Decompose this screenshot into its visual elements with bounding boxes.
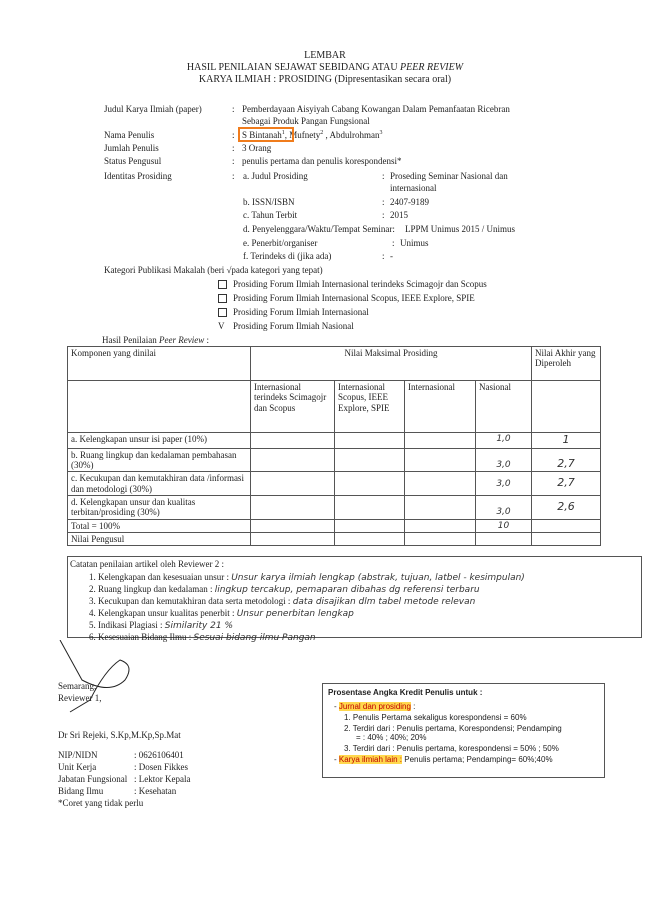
coret-note: *Coret yang tidak perlu [58, 798, 144, 808]
catatan-item-label: 1. Kelengkapan dan kesesuaian unsur : [89, 572, 229, 582]
nip-label: NIP/NIDN [58, 750, 98, 760]
judul-prosiding-value-2: internasional [390, 183, 437, 193]
lain-label-highlight: Karya ilmiah lain : [338, 755, 403, 764]
catatan-item [89, 584, 480, 595]
signature-scribble [50, 640, 150, 720]
penulis-label: Nama Penulis [104, 130, 155, 140]
penilaian-title-text: Hasil Penilaian [102, 335, 159, 345]
penyelenggara-label: d. Penyelenggara/Waktu/Tempat Seminar: [243, 224, 395, 234]
author-3-sup: 3 [379, 130, 383, 136]
checkbox-empty [218, 294, 227, 303]
checkbox-empty [218, 280, 227, 289]
table-row [68, 433, 601, 449]
catatan-handwritten: Unsur karya ilmiah lengkap (abstrak, tujuan, latbel - kesimpulan) [231, 573, 525, 583]
kategori-title: Kategori Publikasi Makalah (beri √pada kategori yang tepat) [104, 265, 323, 275]
catatan-item-label: 3. Kecukupan dan kemutakhiran data serta metodologi : [89, 596, 291, 606]
akhir-value: 2,7 [532, 472, 601, 496]
penilaian-title [102, 335, 209, 345]
table-row [68, 496, 601, 520]
lain-value: Penulis pertama; Pendamping= 60%;40% [402, 755, 553, 764]
check-mark-v: V [218, 321, 225, 331]
catatan-item-label: 2. Ruang lingkup dan kedalaman : [89, 584, 213, 594]
penyelenggara-value: LPPM Unimus 2015 / Unimus [405, 224, 516, 234]
author-2: , Mufnety [284, 130, 321, 140]
catatan-item-label: 5. Indikasi Plagiasi : [89, 620, 163, 630]
col-nilai-maks-header: Nilai Maksimal Prosiding [251, 347, 532, 381]
colon: : [382, 251, 385, 261]
tahun-value: 2015 [390, 210, 408, 220]
empty-cell [68, 381, 251, 433]
colon: : [232, 143, 235, 153]
credit-jurnal-line: - Jurnal dan prosiding : [334, 702, 416, 711]
tahun-label: c. Tahun Terbit [243, 210, 298, 220]
judul-value-line1: Pemberdayaan Aisyiyah Cabang Kowangan Dalam Pemanfaatan Ricebran [242, 104, 510, 114]
terindeks-value: - [390, 251, 393, 261]
table-row [68, 472, 601, 496]
subcol-header: Internasional terindeks Scimagojr dan Scopus [251, 381, 335, 433]
catatan-item [89, 620, 233, 631]
kategori-item-text: Prosiding Forum Ilmiah Internasional [233, 307, 369, 317]
catatan-item [89, 608, 354, 619]
catatan-item-label: 4. Kelengkapan unsur kualitas penerbit : [89, 608, 235, 618]
colon: : [382, 210, 385, 220]
author-highlight-box [238, 127, 294, 142]
doc-title-main-text: HASIL PENILAIAN SEJAWAT SEBIDANG ATAU [186, 62, 401, 73]
catatan-handwritten: Similarity 21 % [164, 621, 234, 631]
credit-box [322, 683, 605, 778]
terindeks-label: f. Terindeks di (jika ada) [243, 251, 332, 261]
subcol-header: Internasional Scopus, IEEE Explore, SPIE [335, 381, 405, 433]
nip-value: : 0626106401 [134, 750, 184, 760]
colon: : [392, 238, 395, 248]
row-label: d. Kelengkapan unsur dan kualitas terbitan/prosiding (30%) [68, 496, 251, 520]
credit-lain-line: - Karya ilmiah lain : Penulis pertama; Pendamping= 60%;40% [334, 755, 553, 764]
colon: : [382, 197, 385, 207]
akhir-value: 1 [532, 433, 601, 449]
doc-subtitle: KARYA ILMIAH : PROSIDING (Dipresentasikan secara oral) [198, 74, 452, 85]
row-label: Total = 100% [68, 519, 251, 532]
credit-item-2a: 2. Terdiri dari : Penulis pertama, Korespondensi; Pendamping [344, 724, 562, 733]
sign-city: Semarang, [58, 681, 97, 691]
table-row [68, 519, 601, 532]
kategori-item-text: Prosiding Forum Ilmiah Nasional [233, 321, 354, 331]
catatan-item-label: 6. Kesesuaian Bidang Ilmu : [89, 632, 192, 642]
kategori-item [218, 307, 369, 317]
jabatan-label: Jabatan Fungsional [58, 774, 128, 784]
author-1: S Bintanah [242, 130, 282, 140]
kategori-item-checked [218, 321, 354, 331]
akhir-value: 2,7 [532, 448, 601, 472]
penilaian-title-suffix: : [204, 335, 209, 345]
bidang-label: Bidang Ilmu [58, 786, 104, 796]
table-row [68, 448, 601, 472]
jumlah-label: Jumlah Penulis [104, 143, 159, 153]
catatan-item [89, 572, 525, 583]
author-3: , Abdulrohman [323, 130, 380, 140]
subcol-header: Internasional [405, 381, 476, 433]
col-komponen-header: Komponen yang dinilai [68, 347, 251, 381]
author-1-sup: 1 [281, 130, 285, 136]
kategori-item [218, 279, 487, 289]
credit-item-1: 1. Penulis Pertama sekaligus korespondensi = 60% [344, 713, 527, 722]
doc-title-main [0, 62, 650, 73]
catatan-title: Catatan penilaian artikel oleh Reviewer 2 : [70, 559, 224, 569]
issn-value: 2407-9189 [390, 197, 429, 207]
penilaian-table [67, 346, 601, 546]
issn-label: b. ISSN/ISBN [243, 197, 295, 207]
judul-prosiding-value-1: Proseding Seminar Nasional dan [390, 171, 508, 181]
penerbit-label: e. Penerbit/organiser [243, 238, 318, 248]
nasional-value: 3,0 [476, 472, 532, 496]
table-row [68, 533, 601, 546]
sign-name: Dr Sri Rejeki, S.Kp,M.Kp,Sp.Mat [58, 730, 181, 740]
doc-title-main-italic: PEER REVIEW [400, 62, 464, 73]
judul-label: Judul Karya Ilmiah (paper) [104, 104, 202, 114]
judul-prosiding-label: a. Judul Prosiding [243, 171, 308, 181]
col-nilai-akhir-header: Nilai Akhir yang Diperoleh [532, 347, 601, 381]
catatan-handwritten: lingkup tercakup, pemaparan dibahas dg referensi terbaru [214, 585, 480, 595]
empty-cell [532, 381, 601, 433]
jumlah-value: 3 Orang [242, 143, 272, 153]
status-value: penulis pertama dan penulis korespondensi* [242, 156, 402, 166]
identitas-label: Identitas Prosiding [104, 171, 172, 181]
credit-item-2b: = : 40% ; 40%; 20% [356, 733, 427, 742]
jurnal-label-highlight: Jurnal dan prosiding [338, 702, 411, 711]
jurnal-colon: : [410, 702, 416, 711]
checkbox-empty [218, 308, 227, 317]
kategori-item-text: Prosiding Forum Ilmiah Internasional Scopus, IEEE Explore, SPIE [233, 293, 475, 303]
colon: : [382, 171, 385, 181]
akhir-value: 2,6 [532, 496, 601, 520]
unit-value: : Dosen Fikkes [134, 762, 188, 772]
colon: : [232, 104, 235, 114]
judul-value-line2: Sebagai Produk Pangan Fungsional [242, 116, 370, 126]
penilaian-title-italic: Peer Review [159, 335, 205, 345]
jabatan-value: : Lektor Kepala [134, 774, 191, 784]
kategori-item-text: Prosiding Forum Ilmiah Internasional terindeks Scimagojr dan Scopus [233, 279, 487, 289]
penerbit-value: Unimus [400, 238, 429, 248]
unit-label: Unit Kerja [58, 762, 97, 772]
sign-reviewer: Reviewer 1, [58, 693, 102, 703]
doc-title-lembar: LEMBAR [304, 50, 346, 61]
nasional-value: 3,0 [476, 496, 532, 520]
row-label: c. Kecukupan dan kemutakhiran data /informasi dan metodologi (30%) [68, 472, 251, 496]
catatan-item [89, 596, 475, 607]
author-2-sup: 2 [320, 130, 324, 136]
catatan-handwritten: Sesuai bidang ilmu Pangan [193, 633, 316, 643]
row-label: a. Kelengkapan unsur isi paper (10%) [68, 433, 251, 449]
colon: : [232, 171, 235, 181]
credit-item-3: 3. Terdiri dari : Penulis pertama, korespondensi = 50% ; 50% [344, 744, 559, 753]
status-label: Status Pengusul [104, 156, 162, 166]
nasional-value: 3,0 [476, 448, 532, 472]
nasional-value: 10 [476, 519, 532, 532]
kategori-item [218, 293, 475, 303]
nasional-value: 1,0 [476, 433, 532, 449]
row-label: Nilai Pengusul [68, 533, 251, 546]
row-label: b. Ruang lingkup dan kedalaman pembahasan (30%) [68, 448, 251, 472]
colon: : [232, 156, 235, 166]
credit-title: Prosentase Angka Kredit Penulis untuk : [328, 688, 483, 697]
colon: : [232, 130, 235, 140]
catatan-handwritten: Unsur penerbitan lengkap [236, 609, 354, 619]
catatan-handwritten: data disajikan dlm tabel metode relevan [292, 597, 476, 607]
subcol-header: Nasional [476, 381, 532, 433]
bidang-value: : Kesehatan [134, 786, 177, 796]
